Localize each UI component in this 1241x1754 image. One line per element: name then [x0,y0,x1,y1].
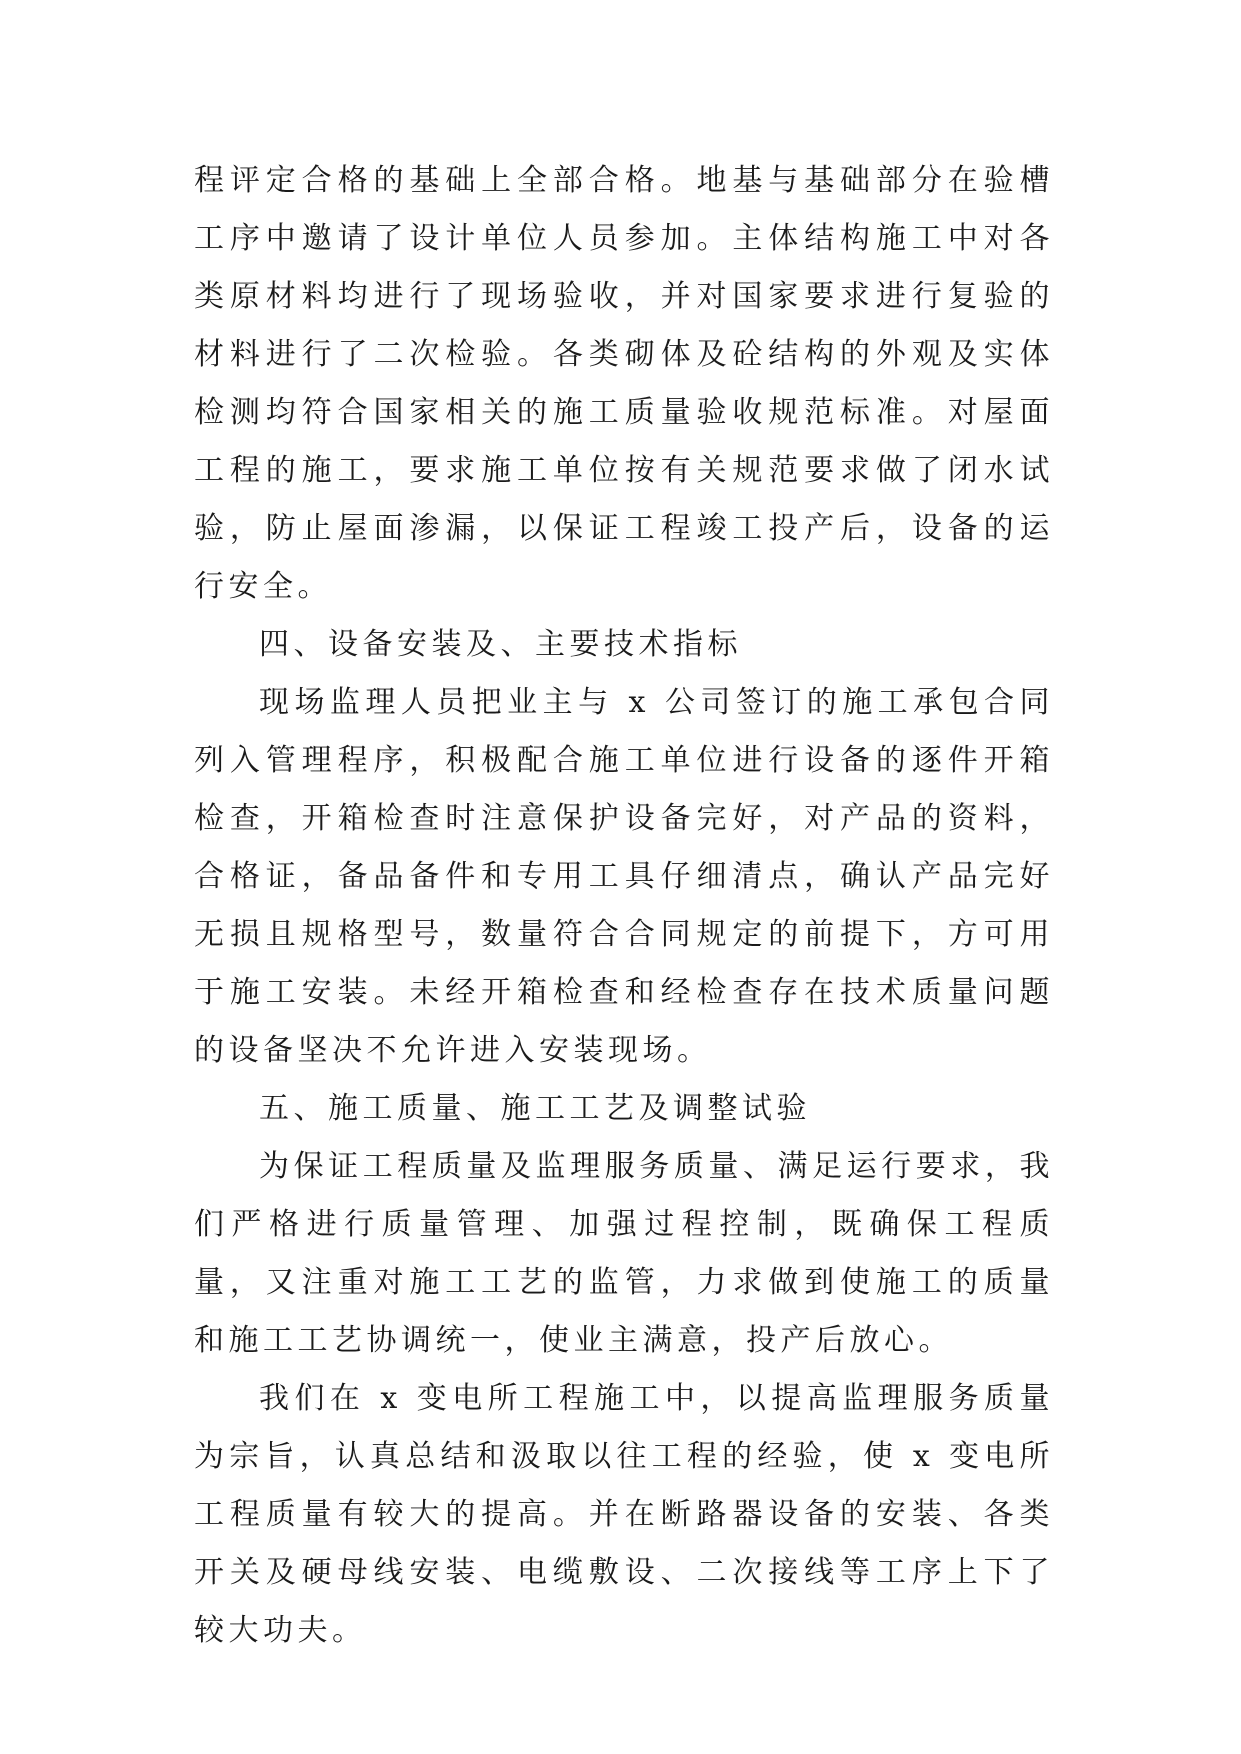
paragraph-substation-project: 我们在 x 变电所工程施工中，以提高监理服务质量为宗旨，认真总结和汲取以往工程的经验，使 x 变电所工程质量有较大的提高。并在断路器设备的安装、各类开关及硬母线安装、电缆敷设、二次接线等工序上下了较大功夫。 [194,1381,1054,1648]
paragraph-equipment-inspection: 现场监理人员把业主与 x 公司签订的施工承包合同列入管理程序，积极配合施工单位进行设备的逐件开箱检查，开箱检查时注意保护设备完好，对产品的资料，合格证，备品备件和专用工具仔细清点，确认产品完好无损且规格型号，数量符合合同规定的前提下，方可用于施工安装。未经开箱检查和经检查存在技术质量问题的设备坚决不允许进入安装现场。 [194,685,1054,1068]
section-heading-equipment-installation: 四、设备安装及、主要技术指标 [259,627,742,662]
paragraph-quality-management: 为保证工程质量及监理服务质量、满足运行要求，我们严格进行质量管理、加强过程控制，既确保工程质量，又注重对施工工艺的监管，力求做到使施工的质量和施工工艺协调统一，使业主满意，投产后放心。 [194,1149,1054,1358]
document-body [194,152,1054,1660]
section-heading-construction-quality: 五、施工质量、施工工艺及调整试验 [259,1091,811,1126]
paragraph-continued: 程评定合格的基础上全部合格。地基与基础部分在验槽工序中邀请了设计单位人员参加。主体结构施工中对各类原材料均进行了现场验收，并对国家要求进行复验的材料进行了二次检验。各类砌体及砼结构的外观及实体检测均符合国家相关的施工质量验收规范标准。对屋面工程的施工，要求施工单位按有关规范要求做了闭水试验，防止屋面渗漏，以保证工程竣工投产后，设备的运行安全。 [194,163,1054,604]
